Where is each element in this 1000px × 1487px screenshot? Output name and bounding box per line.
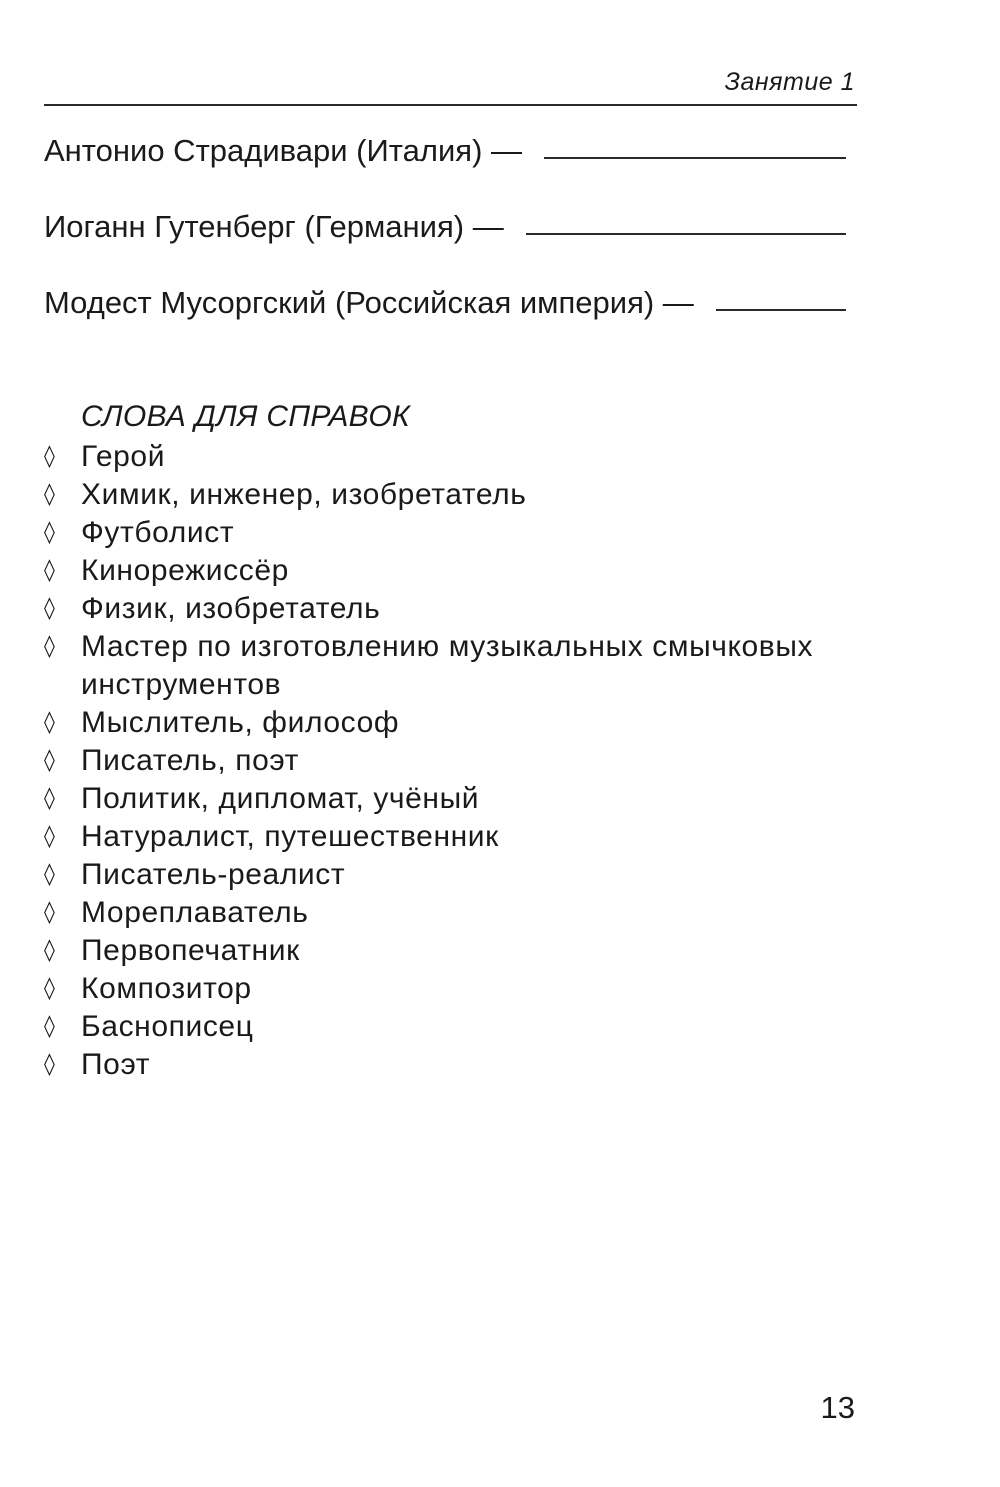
answer-blank[interactable] bbox=[526, 209, 846, 235]
diamond-bullet-icon: ◊ bbox=[44, 1052, 56, 1077]
page-number: 13 bbox=[820, 1390, 855, 1425]
reference-word-text: Химик, инженер, изобретатель bbox=[81, 478, 527, 511]
fill-in-prompt: Модест Мусоргский (Российская империя) — bbox=[44, 285, 694, 320]
diamond-bullet-icon: ◊ bbox=[44, 520, 56, 545]
section-label: Занятие 1 bbox=[724, 68, 855, 96]
reference-word-text: Кинорежиссёр bbox=[81, 554, 289, 587]
reference-word-item bbox=[44, 1046, 874, 1084]
reference-word-text: Поэт bbox=[81, 1048, 151, 1081]
diamond-bullet-icon: ◊ bbox=[44, 900, 56, 925]
reference-word-text: Физик, изобретатель bbox=[81, 592, 381, 625]
diamond-bullet-icon: ◊ bbox=[44, 558, 56, 583]
reference-word-item bbox=[44, 590, 874, 628]
reference-word-text: Писатель-реалист bbox=[81, 858, 346, 891]
diamond-bullet-icon: ◊ bbox=[44, 444, 56, 469]
fill-in-prompt: Иоганн Гутенберг (Германия) — bbox=[44, 209, 504, 244]
fill-in-line bbox=[44, 285, 846, 361]
reference-word-item bbox=[44, 552, 874, 590]
reference-word-item bbox=[44, 970, 874, 1008]
diamond-bullet-icon: ◊ bbox=[44, 482, 56, 507]
reference-word-text: Композитор bbox=[81, 972, 252, 1005]
reference-word-item bbox=[44, 856, 874, 894]
reference-words-heading: СЛОВА ДЛЯ СПРАВОК bbox=[81, 400, 410, 433]
reference-word-text: Политик, дипломат, учёный bbox=[81, 782, 480, 815]
reference-words bbox=[44, 396, 874, 1084]
fill-in-exercise bbox=[44, 133, 846, 361]
diamond-bullet-icon: ◊ bbox=[44, 748, 56, 773]
reference-word-item bbox=[44, 894, 874, 932]
reference-word-item bbox=[44, 932, 874, 970]
fill-in-prompt: Антонио Страдивари (Италия) — bbox=[44, 133, 523, 168]
reference-word-text: Писатель, поэт bbox=[81, 744, 299, 777]
answer-blank[interactable] bbox=[544, 133, 846, 159]
answer-blank[interactable] bbox=[716, 285, 846, 311]
reference-word-text: Натуралист, путешественник bbox=[81, 820, 499, 853]
reference-word-list bbox=[44, 438, 874, 1084]
reference-word-item bbox=[44, 780, 874, 818]
diamond-bullet-icon: ◊ bbox=[44, 710, 56, 735]
reference-word-text: Мореплаватель bbox=[81, 896, 309, 929]
reference-word-item bbox=[44, 628, 874, 704]
reference-word-text: Футболист bbox=[81, 516, 235, 549]
diamond-bullet-icon: ◊ bbox=[44, 786, 56, 811]
reference-word-item bbox=[44, 742, 874, 780]
reference-word-item bbox=[44, 704, 874, 742]
diamond-bullet-icon: ◊ bbox=[44, 1014, 56, 1039]
diamond-bullet-icon: ◊ bbox=[44, 596, 56, 621]
diamond-bullet-icon: ◊ bbox=[44, 862, 56, 887]
reference-word-text: Герой bbox=[81, 440, 166, 473]
reference-word-item bbox=[44, 438, 874, 476]
reference-word-text: Первопечатник bbox=[81, 934, 300, 967]
fill-in-line bbox=[44, 133, 846, 209]
reference-word-text: Мыслитель, философ bbox=[81, 706, 400, 739]
reference-word-text: Баснописец bbox=[81, 1010, 254, 1043]
fill-in-line bbox=[44, 209, 846, 285]
reference-word-item bbox=[44, 818, 874, 856]
diamond-bullet-icon: ◊ bbox=[44, 824, 56, 849]
diamond-bullet-icon: ◊ bbox=[44, 976, 56, 1001]
reference-word-text: Мастер по изготовлению музыкальных смычковых инструментов bbox=[81, 630, 814, 701]
reference-word-item bbox=[44, 1008, 874, 1046]
reference-word-item bbox=[44, 514, 874, 552]
running-header bbox=[44, 66, 857, 106]
diamond-bullet-icon: ◊ bbox=[44, 634, 56, 659]
reference-word-item bbox=[44, 476, 874, 514]
diamond-bullet-icon: ◊ bbox=[44, 938, 56, 963]
